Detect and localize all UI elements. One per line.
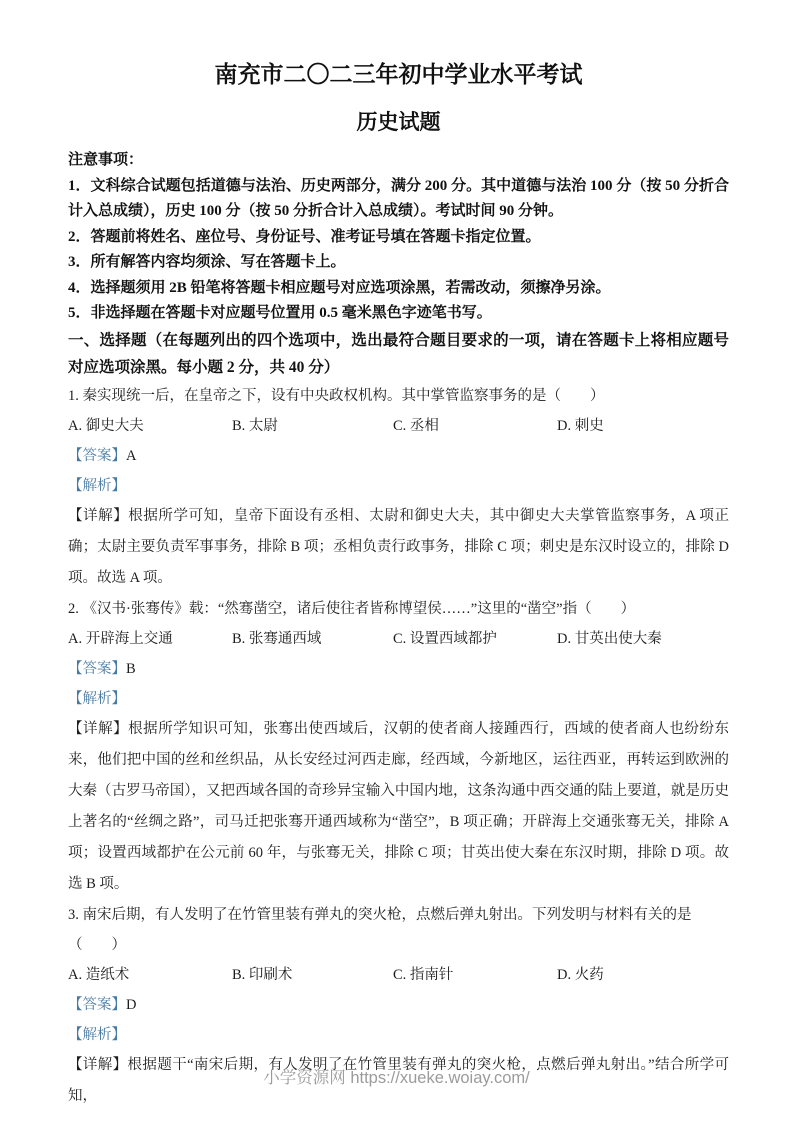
- question-2-option-d: D. 甘英出使大秦: [557, 630, 662, 647]
- question-1: [68, 381, 729, 594]
- analysis-marker: 【解析】: [68, 690, 126, 707]
- question-1-option-d: D. 刺史: [557, 417, 604, 434]
- question-1-option-c: C. 丞相: [393, 417, 439, 434]
- question-2-options: [68, 624, 729, 654]
- question-2-analysis-line: [68, 684, 729, 714]
- question-2-option-b: B. 张骞通西域: [232, 630, 322, 647]
- question-2-option-c: C. 设置西域都护: [393, 630, 497, 647]
- question-1-stem: 1. 秦实现统一后，在皇帝之下，设有中央政权机构。其中掌管监察事务的是（ ）: [68, 387, 605, 404]
- notice-section: [68, 148, 729, 327]
- question-2: [68, 594, 729, 900]
- question-2-detail: 【详解】根据所学知识可知，张骞出使西域后，汉朝的使者商人接踵西行，西域的使者商人也纷纷东来，他们把中国的丝和丝织品，从长安经过河西走廊，经西域，今新地区，运往西亚，再转运到欧洲的大秦（古罗马帝国），又把西域各国的奇珍异宝输入中国内地，这条沟通中西交通的陆上要道，就是历史上著名的“丝绸之路”，司马迁把张骞开通西域称为“凿空”，B 项正确；开辟海上交通张骞无关，排除 A 项；设置西域都护在公元前 60 年，与张骞无关，排除 C 项；甘英出使大秦在东汉时期，排除 D 项。故选 B 项。: [68, 720, 729, 892]
- notice-item-2: 2．答题前将姓名、座位号、身份证号、准考证号填在答题卡指定位置。: [68, 228, 541, 245]
- answer-value: A: [126, 447, 137, 464]
- notice-heading: 注意事项：: [68, 152, 144, 168]
- question-3-options: [68, 960, 729, 990]
- question-3-option-a: A. 造纸术: [68, 966, 130, 983]
- analysis-marker: 【解析】: [68, 1026, 126, 1043]
- question-1-detail: 【详解】根据所学可知，皇帝下面设有丞相、太尉和御史大夫，其中御史大夫掌管监察事务，A 项正确；太尉主要负责军事事务，排除 B 项；丞相负责行政事务，排除 C 项；刺史是东汉时设立的，排除 D 项。故选 A 项。: [68, 507, 729, 586]
- question-3-stem: 3. 南宋后期，有人发明了在竹管里装有弹丸的突火枪，点燃后弹丸射出。下列发明与材料有关的是（ ）: [68, 906, 692, 953]
- answer-marker: 【答案】: [68, 660, 126, 677]
- question-2-answer-line: [68, 654, 729, 684]
- notice-item-1: 1．文科综合试题包括道德与法治、历史两部分，满分 200 分。其中道德与法治 100 分（按 50 分折合计入总成绩），历史 100 分（按 50 分折合计入总成绩）。考试时间 90 分钟。: [68, 177, 729, 219]
- question-1-analysis-line: [68, 471, 729, 501]
- notice-item-3: 3．所有解答内容均须涂、写在答题卡上。: [68, 254, 346, 270]
- question-2-option-a: A. 开辟海上交通: [68, 630, 173, 647]
- footer-watermark: 小学资源网 https://xueke.woiay.com/: [263, 1069, 530, 1087]
- question-3-option-c: C. 指南针: [393, 966, 454, 983]
- question-1-options: [68, 411, 729, 441]
- question-3-analysis-line: [68, 1020, 729, 1050]
- question-1-option-b: B. 太尉: [232, 417, 278, 434]
- notice-item-5: 5．非选择题在答题卡对应题号位置用 0.5 毫米黑色字迹笔书写。: [68, 305, 492, 321]
- answer-value: D: [126, 996, 137, 1013]
- answer-marker: 【答案】: [68, 447, 126, 464]
- question-3-option-d: D. 火药: [557, 966, 604, 983]
- question-3-answer-line: [68, 990, 729, 1020]
- answer-marker: 【答案】: [68, 996, 126, 1013]
- question-2-stem: 2. 《汉书·张骞传》载：“然骞凿空，诸后使往者皆称博望侯……”这里的“凿空”指（ ）: [68, 600, 636, 617]
- question-3-detail: 【详解】根据题干“南宋后期，有人发明了在竹管里装有弹丸的突火枪，点燃后弹丸射出。”结合所学可知，: [68, 1056, 729, 1104]
- section-heading: 一、选择题（在每题列出的四个选项中，选出最符合题目要求的一项，请在答题卡上将相应题号对应选项涂黑。每小题 2 分，共 40 分）: [68, 331, 729, 376]
- answer-value: B: [126, 660, 136, 677]
- exam-subtitle: 历史试题: [356, 110, 441, 134]
- question-3-option-b: B. 印刷术: [232, 966, 293, 983]
- analysis-marker: 【解析】: [68, 477, 126, 494]
- notice-item-4: 4．选择题须用 2B 铅笔将答题卡相应题号对应选项涂黑，若需改动，须擦净另涂。: [68, 279, 611, 296]
- question-1-option-a: A. 御史大夫: [68, 417, 144, 434]
- exam-title: 南充市二〇二三年初中学业水平考试: [214, 62, 583, 87]
- question-1-answer-line: [68, 441, 729, 471]
